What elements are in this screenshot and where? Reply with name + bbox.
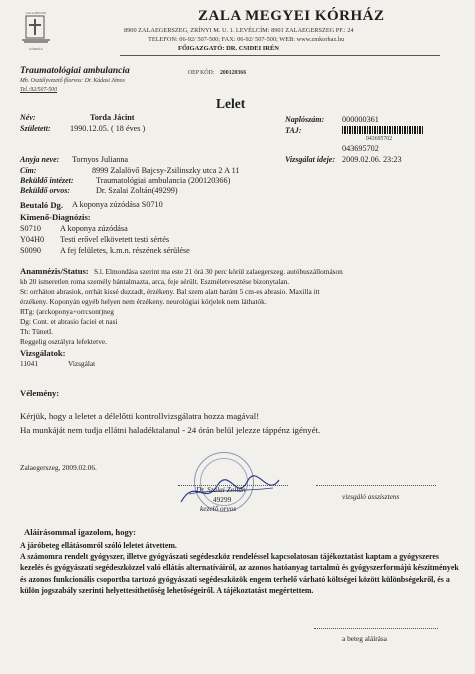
department-head: Mb. Osztályvezető főorvos: Dr. Kádasi János [20,78,125,84]
department-name: Traumatológiai ambulancia [20,66,130,76]
signature-date: Zalaegerszeg, 2009.02.06. [20,463,97,472]
taj-barcode [342,126,424,134]
hospital-contacts: TELEFON: 06-92/ 507-500; FAX: 06-92/ 507-500; WEB: www.zmkorhaz.hu [148,36,345,43]
mother-label: Anyja neve: [20,155,60,164]
exam-time: 2009.02.06. 23:23 [342,155,402,164]
exam-name: Vizsgálat [68,359,96,368]
mother-name: Tornyos Julianna [72,155,129,164]
admit-diagnosis-label: Beutaló Dg. [20,200,63,210]
barcode-number: 043695702 [366,136,393,142]
patient-sign-label: a beteg aláírása [342,634,387,643]
department-phone: Tel.:92/507-500 [20,87,57,93]
diagnosis-text: A koponya zúzódása [60,224,128,233]
diagnosis-code: S0090 [20,246,41,255]
anamnesis-label: Anamnézis/Status: [20,266,89,276]
hospital-logo-icon [18,10,54,54]
born-label: Született: [20,124,51,133]
patient-sign-line [314,628,438,629]
exams-label: Vizsgálatok: [20,348,66,358]
assistant-label: vizsgáló asszisztens [342,492,400,501]
acknowledgement-line-1: A járóbeteg ellátásomról szóló leletet átvettem. [20,541,177,550]
anamnesis-line: kb 20 ismeretlen roma személy bántalmazta, arca, feje sérült. Eszméletvesztése bizonytalan. [20,277,290,286]
diagnosis-text: A fej felületes, k.m.n. részének sérülése [60,246,190,255]
diagnosis-code: Y04H0 [20,235,45,244]
assistant-sign-line [316,485,436,486]
diagnosis-code: S0710 [20,224,41,233]
doctor-title: kezelő orvos [200,504,237,513]
patient-name: Torda Jácint [90,113,135,122]
referrer-doctor: Dr. Szalai Zoltán(49299) [96,186,178,195]
exam-time-label: Vizsgálat ideje: [285,155,335,164]
opinion-line-1: Kérjük, hogy a leletet a délelőtti kontrollvizsgálatra hozza magával! [20,411,260,421]
discharge-diagnosis-label: Kimenő-Diagnózis: [20,212,91,222]
hospital-title: ZALA MEGYEI KÓRHÁZ [198,8,385,24]
stamp-code: 49299 [213,495,232,504]
oep-code: 200120366 [220,70,247,76]
anamnesis-line: St: orrháton abrasiok, orrhát kissé duzzadt, érzékeny. Bal szem alatt haránt 5 cm-es abrasio. Maxilla itt [20,287,320,296]
acknowledgement-title: Aláírásommal igazolom, hogy: [24,527,136,537]
referrer-inst-label: Beküldő intézet: [20,176,74,185]
hospital-address: 8900 ZALAEGERSZEG, ZRÍNYI M. U. 1. LEVÉLCÍM: 8901 ZALAEGERSZEG PF.: 24 [124,27,354,34]
log-number: 000000361 [342,115,379,124]
anamnesis-line: érzékeny. Koponyán egyéb helyen nem érzékeny. neurológiai körjelek nem láthatók. [20,297,267,306]
hospital-director: FŐIGAZGATÓ: DR. CSIDEI IRÉN [178,45,280,52]
anamnesis-line: RTg: (arckoponya+orrcsont)neg [20,307,114,316]
taj-number: 043695702 [342,144,379,153]
log-label: Naplószám: [285,115,325,124]
referrer-institution: Traumatológiai ambulancia (200120366) [96,176,231,185]
exam-code: 11041 [20,359,38,368]
logo-text-bottom: KÓRHÁZ [29,47,43,51]
anamnesis-line: Th: TünetI. [20,327,54,336]
referrer-doc-label: Beküldő orvos: [20,186,70,195]
taj-label: TAJ: [285,126,302,135]
patient-born: 1990.12.05. ( 18 éves ) [70,124,146,133]
name-label: Név: [20,113,36,122]
admit-diagnosis: A koponya zúzódása S0710 [72,200,163,209]
acknowledgement-text: A számomra rendelt gyógyszer, illetve gyógyászati segédeszköz rendeléssel kapcsolatosan tájékoztatást kaptam a gyógyszeres kezelés és gyógyászati segédeszközzel való ellátás alternatíváiról, az azonos hatóanyag tartalmú és gyógyszerformájú készítmények és azonos funkcionális csoportba tartozó gyógyászati segédeszközök engem terhelő várható költségei között különbségekről, és a külön jogszabály szerinti helyettesíthetőség lehetőségeiről. A tájékoztatást megértettem. [20,552,459,595]
logo-text-top: ZALA MEGYEI [25,11,47,15]
document-title: Lelet [216,96,246,111]
patient-address: 8999 Zalalövő Bajcsy-Zsilinszky utca 2 A 11 [92,166,240,175]
doctor-name: Dr. Szalai Zoltán [196,485,246,494]
anamnesis-line: Reggelig osztályra lefektetve. [20,337,107,346]
opinion-line-2: Ha munkáját nem tudja ellátni haladéktalanul - 24 órán belül jelezze táppénz igényét. [20,425,321,435]
address-label: Cím: [20,166,37,175]
anamnesis-line: Dg: Cont. et abrasio faciei et nasi [20,317,118,326]
oep-label: OEP KÓD: [188,70,215,76]
opinion-label: Vélemény: [20,388,60,398]
diagnosis-text: Testi erővel elkövetett testi sértés [60,235,170,244]
header-divider [120,55,440,56]
anamnesis-line: S.l. Elmondása szerint ma este 21 órá 30 perc körül zalaegerszeg. autóbuszállomáson [94,267,343,276]
